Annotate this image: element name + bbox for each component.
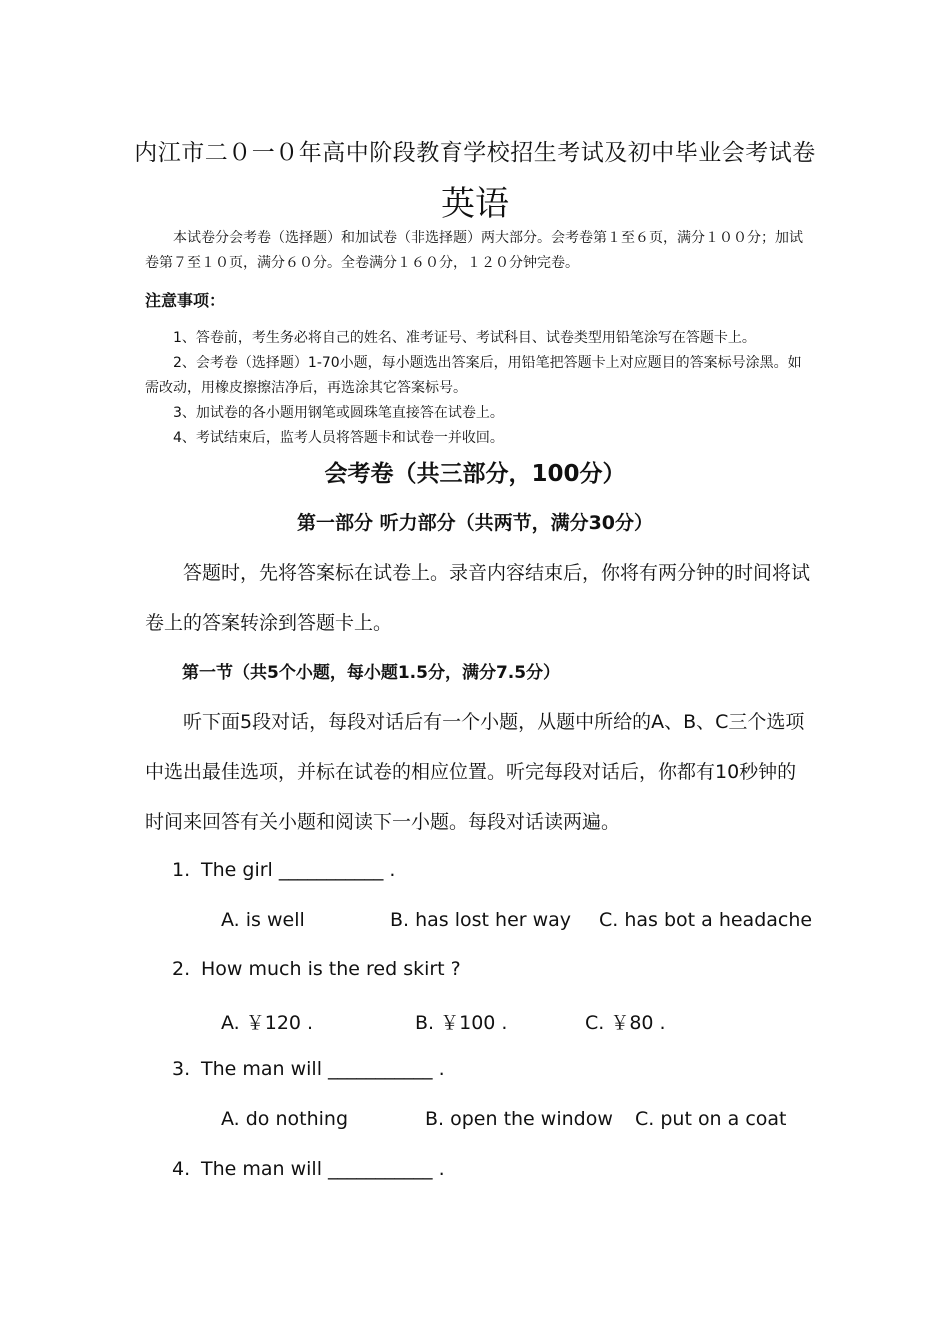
option-b: B. has lost her way xyxy=(390,909,572,931)
subsection-instruction: 听下面5段对话，每段对话后有一个小题，从题中所给的A、B、C三个选项中选出最佳选项，并标在试卷的相应位置。听完每段对话后，你都有10秒钟的时间来回答有关小题和阅读下一小题。每段对话读两遍。 xyxy=(145,711,805,833)
option-c: C. has bot a headache xyxy=(599,909,813,931)
notice-item: 2、会考卷（选择题）1-70小题，每小题选出答案后，用铅笔把答题卡上对应题目的答案标号涂黑。如需改动，用橡皮擦擦洁净后，再选涂其它答案标号。 xyxy=(145,355,802,396)
part-heading: 第一部分 听力部分（共两节，满分30分） xyxy=(296,512,654,534)
question-number: 1. xyxy=(172,859,191,881)
notice-list xyxy=(145,326,810,451)
question-number: 2. xyxy=(172,958,191,980)
part-instruction: 答题时，先将答案标在试卷上。录音内容结束后，你将有两分钟的时间将试卷上的答案转涂到答题卡上。 xyxy=(145,562,811,634)
option-a: A. is well xyxy=(221,909,305,931)
option-c: C. put on a coat xyxy=(635,1108,787,1130)
option-c: C. ￥80 . xyxy=(585,1012,666,1034)
subsection-heading: 第一节（共5个小题，每小题1.5分，满分7.5分） xyxy=(182,663,561,683)
notice-item: 4、考试结束后，监考人员将答题卡和试卷一并收回。 xyxy=(173,430,504,446)
question-text: The man will ___________ . xyxy=(201,1058,445,1080)
notice-item: 1、答卷前，考生务必将自己的姓名、准考证号、考试科目、试卷类型用铅笔涂写在答题卡上。 xyxy=(173,330,756,346)
option-b: B. ￥100 . xyxy=(415,1012,508,1034)
notice-item: 3、加试卷的各小题用钢笔或圆珠笔直接答在试卷上。 xyxy=(173,405,504,421)
exam-title: 内江市二０一０年高中阶段教育学校招生考试及初中毕业会考试卷 xyxy=(134,140,816,166)
option-b: B. open the window xyxy=(425,1108,613,1130)
exam-intro: 本试卷分会考卷（选择题）和加试卷（非选择题）两大部分。会考卷第１至６页，满分１００分；加试卷第７至１０页，满分６０分。全卷满分１６０分，１２０分钟完卷。 xyxy=(145,230,803,271)
question-text: The man will ___________ . xyxy=(201,1158,445,1180)
question-text: The girl ___________ . xyxy=(201,859,396,881)
question-number: 3. xyxy=(172,1058,191,1080)
question-number: 4. xyxy=(172,1158,191,1180)
section-heading: 会考卷（共三部分，100分） xyxy=(324,461,626,487)
subject-title: 英语 xyxy=(441,184,509,224)
option-a: A. ￥120 . xyxy=(221,1012,314,1034)
notice-title: 注意事项： xyxy=(145,291,226,310)
question-text: How much is the red skirt ? xyxy=(201,958,461,980)
option-a: A. do nothing xyxy=(221,1108,349,1130)
